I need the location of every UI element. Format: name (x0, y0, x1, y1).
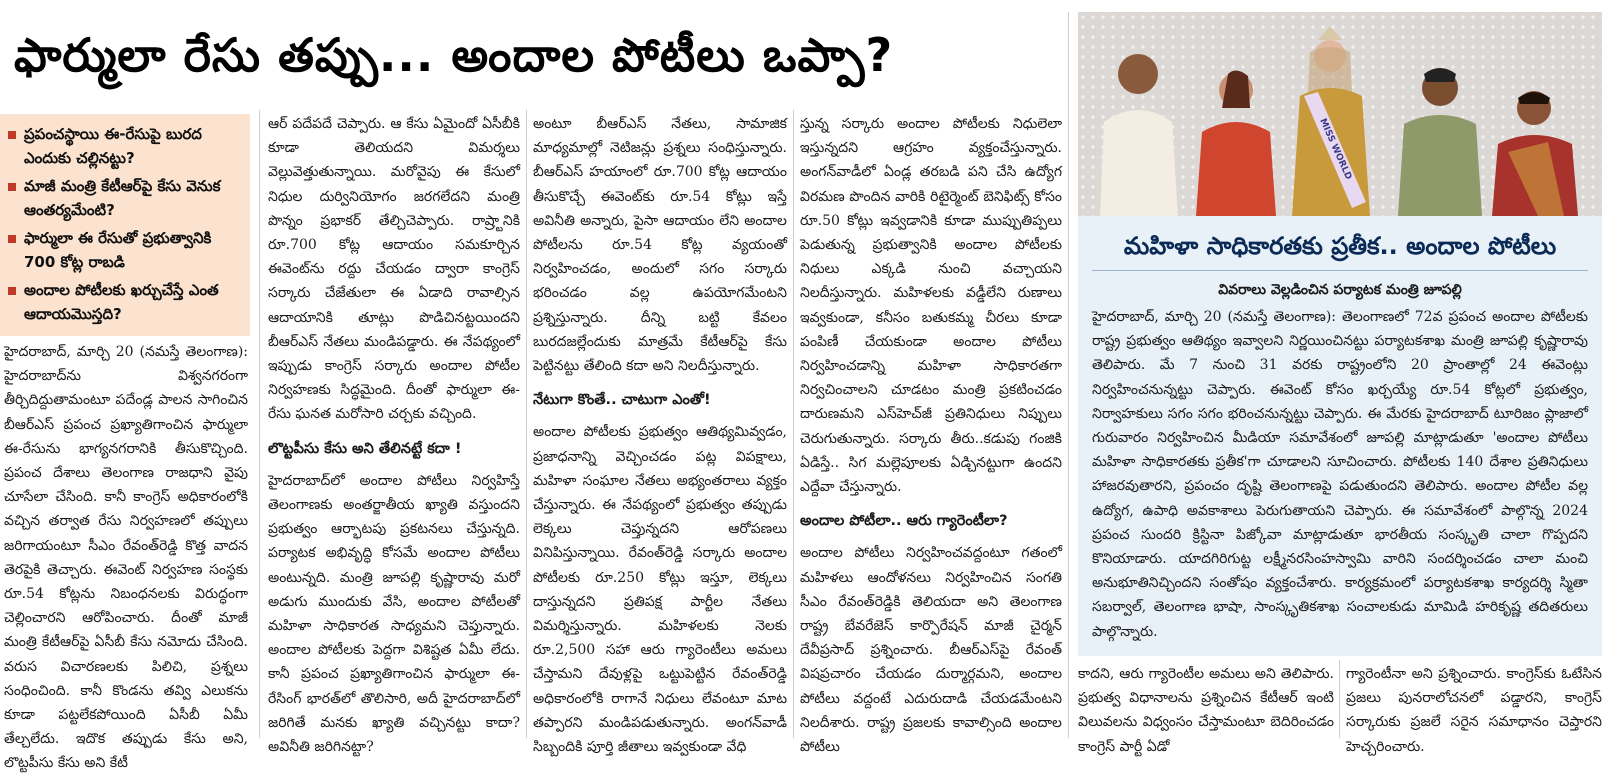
headline: ఫార్ములా రేసు తప్పు... అందాల పోటీలు ఒప్పా? (14, 28, 894, 82)
bullet-square-icon (8, 131, 16, 139)
column-1 (4, 340, 248, 772)
column-divider (259, 110, 260, 738)
column-divider (793, 110, 794, 738)
sidebar-text: తెలంగాణలో 72వ ప్రపంచ అందాల పోటీలకు రాష్ట్ర ప్రభుత్వం ఆతిథ్యం ఇవ్వాలని నిర్ణయించినట్టు పర్యాటకశాఖ మంత్రి జూపల్లి కృష్ణారావు తెలిపారు. మే 7 నుంచి 31 వరకు రాష్ట్రంలోని 20 ప్రాంతాల్లో 24 ఈవెంట్లు నిర్వహించనున్నట్టు చెప్పారు. ఈవెంట్ కోసం ఖర్చయ్యే రూ.54 కోట్లలో ప్రభుత్వం, నిర్వాహకులు సగం సగం భరించనున్నట్టు చెప్పారు. ఈ మేరకు హైదరాబాద్ టూరిజం ప్లాజాలో గురువారం నిర్వహించిన మీడియా సమావేశంలో జూపల్లి మాట్లాడుతూ 'అందాల పోటీలు మహిళా సాధికారతకు ప్రతీక'గా చూడాలని సూచించారు. పోటీలకు 140 దేశాల ప్రతినిధులు హాజరవుతారని, ప్రపంచం దృష్టి తెలంగాణపై పడుతుందని తెలిపారు. అందాల పోటీల వల్ల ఉద్యోగ, ఉపాధి అవకాశాలు పెరుగుతాయని చెప్పారు. ఈ సమావేశంలో పాల్గొన్న 2024 ప్రపంచ సుందరి క్రిస్టినా పిజ్కోవా మాట్లాడుతూ భారతీయ సంస్కృతి చాలా గొప్పదని కొనియాడారు. యాదగిరిగుట్ట లక్ష్మీనరసింహస్వామి వారిని సందర్శించడం చాలా మంచి అనుభూతినిచ్చిందని సంతోషం వ్యక్తంచేశారు. కార్యక్రమంలో పర్యాటకశాఖ కార్యదర్శి స్మితా సబర్వాల్, తెలంగాణ భాషా, సాంస్కృతికశాఖ సంచాలకుడు మామిడి హరికృష్ణ తదితరులు పాల్గొన్నారు. (1092, 309, 1589, 640)
article-paragraph: అంటూ బీఆర్‌ఎస్ నేతలు, సామాజిక మాధ్యమాల్లో నెటిజన్లు ప్రశ్నలు సంధిస్తున్నారు. బీఆర్‌ఎస్ హయాంలో రూ.700 కోట్ల ఆదాయం తీసుకొచ్చే ఈవెంట్‌కు రూ.54 కోట్లు ఇస్తే అవినీతి అన్నారు, పైసా ఆదాయం లేని అందాల పోటీలను రూ.54 కోట్ల వ్యయంతో నిర్వహించడం, అందులో సగం సర్కారు భరించడం వల్ల ఉపయోగమేంటని ప్రశ్నిస్తున్నారు. దీన్ని బట్టి కేవలం బురదజల్లేందుకు మాత్రమే కేటీఆర్‌పై కేసు పెట్టినట్టు తేలింది కదా అని నిలదీస్తున్నారు. (533, 116, 787, 375)
highlights-box (0, 114, 250, 336)
photo-illustration (1078, 12, 1602, 216)
highlight-item (8, 174, 242, 222)
article-paragraph: స్తున్న సర్కారు అందాల పోటీలకు నిధులెలా ఇస్తున్నదని ఆగ్రహం వ్యక్తంచేస్తున్నారు. అంగన్‌వాడీలో ఏండ్ల తరబడి పని చేసి ఉద్యోగ విరమణ పొందిన వారికి రిటైర్మెంట్ బెనిఫిట్స్ కోసం రూ.50 కోట్లు ఇవ్వడానికి కూడా ముప్పుతిప్పలు పెడుతున్న ప్రభుత్వానికి అందాల పోటీలకు నిధులు ఎక్కడి నుంచి వచ్చాయని నిలదీస్తున్నారు. మహిళలకు వడ్డీలేని రుణాలు ఇవ్వకుండా, కనీసం బతుకమ్మ చీరలు కూడా పంపిణీ చేయకుండా అందాల పోటీలు నిర్వహించడాన్ని మహిళా సాధికారతగా నిర్వచించాలని చూడటం మంత్రి ప్రకటించడం దారుణమని ఎస్‌హెచ్‌జీ ప్రతినిధులు నిప్పులు చెరుగుతున్నారు. సర్కారు తీరు..కడుపు గంజికి ఏడిస్తే.. సిగ మల్లెపూలకు ఏడ్చినట్టుగా ఉందని ఎద్దేవా చేస్తున్నారు. (800, 116, 1062, 496)
subheading: లొట్టపీసు కేసు అని తేలినట్టే కదా ! (268, 440, 462, 457)
sash-text: MISS WORLD (1317, 117, 1354, 182)
article-paragraph: అందాల పోటీలు నిర్వహించవద్దంటూ గతంలో మహిళలు ఆందోళనలు నిర్వహించిన సంగతి సీఎం రేవంత్‌రెడ్డికి తెలియదా అని తెలంగాణ రాష్ట్ర బేవరేజెస్ కార్పొరేషన్ మాజీ చైర్మన్ దేవీప్రసాద్ ప్రశ్నించారు. బీఆర్‌ఎస్‌పై రేవంత్ విషప్రచారం చేయడం దుర్మార్గమని, అందాల పోటీలు వద్దంటే ఎదురుదాడి చేయడమేంటని నిలదీశారు. రాష్ట్ర ప్రజలకు కావాల్సింది అందాల పోటీలు (800, 545, 1062, 756)
sidebar-article (1078, 216, 1602, 656)
column-6 (1346, 662, 1602, 755)
column-4 (800, 112, 1062, 756)
bullet-square-icon (8, 235, 16, 243)
highlight-text: ఫార్ములా ఈ రేసుతో ప్రభుత్వానికి 700 కోట్ల రాబడి (24, 229, 212, 271)
highlight-item (8, 278, 242, 326)
article-paragraph: ఆర్ పదేపదే చెప్పారు. ఆ కేసు ఏమైందో ఏసీబీకి కూడా తెలియదని విమర్శలు వెల్లువెత్తుతున్నాయి. మరోవైపు ఈ కేసులో నిధుల దుర్వినియోగం జరగలేదని మంత్రి పొన్నం ప్రభాకర్ తేల్చిచెప్పారు. రాష్ర్టానికి రూ.700 కోట్ల ఆదాయం సమకూర్చిన ఈవెంట్‌ను రద్దు చేయడం ద్వారా కాంగ్రెస్ సర్కారు చేజేతులా ఈ ఏడాది రావాల్సిన ఆదాయానికి తూట్లు పొడిచినట్టయిందని బీఆర్‌ఎస్ నేతలు మండిపడ్డారు. ఈ నేపథ్యంలో ఇప్పుడు కాంగ్రెస్ సర్కారు అందాల పోటీల నిర్వహణకు సిద్ధమైంది. దీంతో ఫార్ములా ఈ-రేసు ఘనత మరోసారి చర్చకు వచ్చింది. (268, 116, 520, 423)
article-text: హైదరాబాద్‌ను విశ్వనగరంగా తీర్చిదిద్దుతామంటూ పదేండ్ల పాలన సాగించిన బీఆర్‌ఎస్ ప్రపంచ ప్రఖ్యాతిగాంచిన ఫార్ములా ఈ-రేసును భాగ్యనగరానికి తీసుకొచ్చింది. ప్రపంచ దేశాలు తెలంగాణ రాజధాని వైపు చూసేలా చేసింది. కానీ కాంగ్రెస్ అధికారంలోకి వచ్చిన తర్వాత రేసు నిర్వహణలో తప్పులు జరిగాయంటూ సీఎం రేవంత్‌రెడ్డి కొత్త వాదన తెరపైకి తెచ్చారు. ఈవెంట్ నిర్వహణ సంస్థకు రూ.54 కోట్లను నిబంధనలకు విరుద్ధంగా చెల్లించారని ఆరోపించారు. దీంతో మాజీ మంత్రి కేటీఆర్‌పై ఏసీబీ కేసు నమోదు చేసింది. వరుస విచారణలకు పిలిచి, ప్రశ్నలు సంధించింది. కానీ కొండను తవ్వి ఎలుకను కూడా పట్టలేకపోయింది ఏసీబీ ఏమీ తేల్చలేదు. ఇదొక తప్పుడు కేసు అని, లొట్టపీసు కేసు అని కేటీ (4, 368, 248, 772)
sidebar-title: మహిళా సాధికారతకు ప్రతీక.. అందాల పోటీలు (1123, 232, 1557, 260)
sidebar-divider (1092, 270, 1588, 271)
dateline: హైదరాబాద్, మార్చి 20 (నమస్తే తెలంగాణ): (4, 344, 248, 360)
column-divider (1339, 660, 1340, 738)
news-photo (1078, 12, 1602, 216)
article-paragraph: అందాల పోటీలకు ప్రభుత్వం ఆతిథ్యమివ్వడం, ప్రజాధనాన్ని వెచ్చించడం పట్ల విపక్షాలు, మహిళా సంఘాల నేతలు అభ్యంతరాలు వ్యక్తం చేస్తున్నారు. ఈ నేపథ్యంలో ప్రభుత్వం తప్పుడు లెక్కలు చెప్తున్నదని ఆరోపణలు వినిపిస్తున్నాయి. రేవంత్‌రెడ్డి సర్కారు అందాల పోటీలకు రూ.250 కోట్లు ఇస్తూ, లెక్కలు దాస్తున్నదని ప్రతిపక్ష పార్టీల నేతలు విమర్శిస్తున్నారు. మహిళలకు నెలకు రూ.2,500 సహా ఆరు గ్యారెంటీలు అమలు చేస్తామని దేవుళ్లపై ఒట్టుపెట్టిన రేవంత్‌రెడ్డి అధికారంలోకి రాగానే నిధులు లేవంటూ మాట తప్పారని మండిపడుతున్నారు. అంగన్‌వాడీ సిబ్బందికి పూర్తి జీతాలు ఇవ్వకుండా వేధి (533, 424, 787, 756)
column-2 (268, 112, 520, 756)
dateline: హైదరాబాద్, మార్చి 20 (నమస్తే తెలంగాణ): (1092, 309, 1337, 325)
highlight-text: అందాల పోటీలకు ఖర్చుచేస్తే ఎంత ఆదాయమొస్తది? (24, 281, 219, 323)
article-paragraph: హైదరాబాద్‌లో అందాల పోటీలు నిర్వహిస్తే తెలంగాణకు అంతర్జాతీయ ఖ్యాతి వస్తుందని ప్రభుత్వం ఆర్భాటపు ప్రకటనలు చేస్తున్నది. పర్యాటక అభివృద్ధి కోసమే అందాల పోటీలు అంటున్నది. మంత్రి జూపల్లి కృష్ణారావు మరో అడుగు ముందుకు వేసి, అందాల పోటీలతో మహిళా సాధికారత సాధ్యమని చెప్తున్నారు. అందాల పోటీలకు పెద్దగా విశిష్టత ఏమీ లేదు. కానీ ప్రపంచ ప్రఖ్యాతిగాంచిన ఫార్ములా ఈ-రేసింగ్ భారత్‌లో తొలిసారి, అదీ హైదరాబాద్‌లో జరిగితే మనకు ఖ్యాతి వచ్చినట్టు కాదా? అవినీతి జరిగినట్టా? (268, 472, 520, 756)
highlight-text: ప్రపంచస్థాయి ఈ-రేసుపై బురద ఎందుకు చల్లినట్టు? (24, 125, 202, 167)
article-paragraph: కాదని, ఆరు గ్యారెంటీల అమలు అని తెలిపారు. ప్రభుత్వ విధానాలను ప్రశ్నించిన కేటీఆర్ ఇంటి విలువలను విధ్వంసం చేస్తామంటూ బెదిరించడం కాంగ్రెస్ పార్టీ ఏడో (1078, 666, 1334, 755)
subheading: నేటుగా కొంతే.. చాటుగా ఎంతో! (533, 392, 711, 409)
sidebar-subtitle: వివరాలు వెల్లడించిన పర్యాటక మంత్రి జూపల్లి (1218, 282, 1462, 298)
bullet-square-icon (8, 287, 16, 295)
highlight-item (8, 122, 242, 170)
column-divider (526, 110, 527, 738)
article-paragraph: గ్యారెంటీనా అని ప్రశ్నించారు. కాంగ్రెస్‌కు ఓటేసిన ప్రజలు పునరాలోచనలో పడ్డారని, కాంగ్రెస్ సర్కారుకు ప్రజలే సరైన సమాధానం చెప్తారని హెచ్చరించారు. (1346, 666, 1602, 755)
bullet-square-icon (8, 183, 16, 191)
subheading: అందాల పోటీలా.. ఆరు గ్యారెంటీలా? (800, 513, 1008, 530)
highlight-item (8, 226, 242, 274)
highlight-text: మాజీ మంత్రి కేటీఆర్‌పై కేసు వెనుక ఆంతర్యమేంటి? (24, 177, 221, 219)
column-divider (1068, 12, 1069, 738)
sidebar-body (1092, 305, 1588, 644)
column-3 (533, 112, 787, 756)
column-5 (1078, 662, 1334, 755)
